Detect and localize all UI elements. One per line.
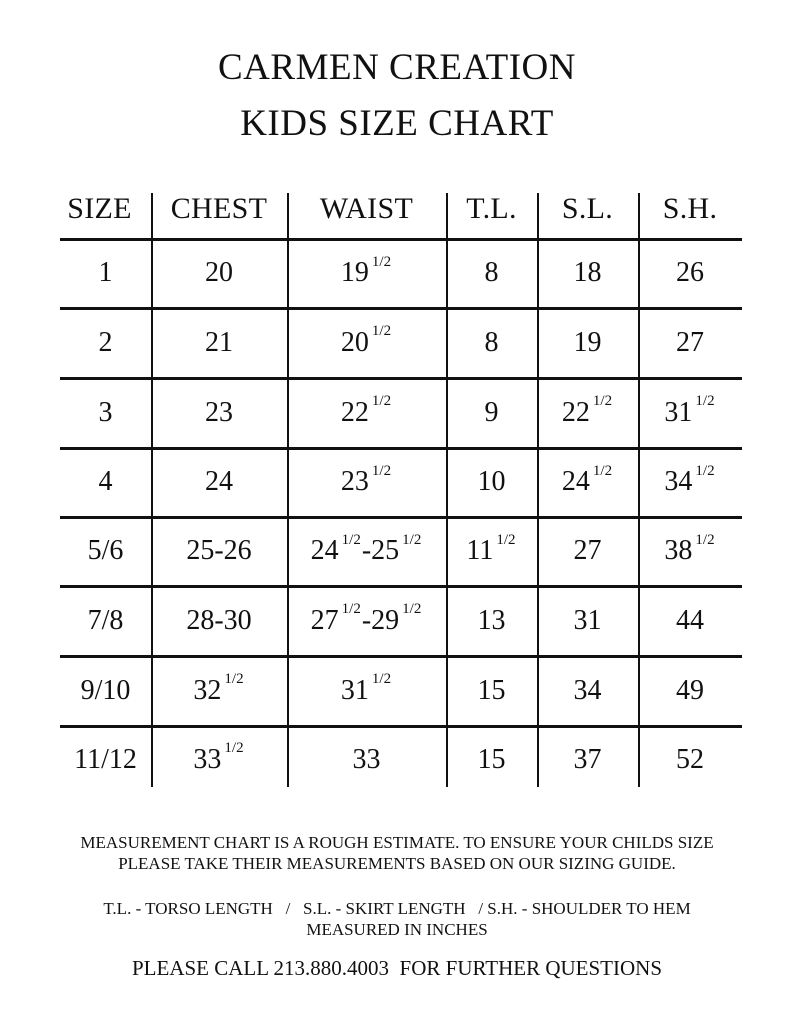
cell-value: 4 [98, 466, 113, 497]
table-cell-torso-length [446, 449, 537, 515]
table-cell-torso-length [446, 587, 537, 654]
column-header-waist: WAIST [319, 192, 414, 225]
table-cell-size [60, 379, 151, 446]
cell-value: 24 [310, 535, 339, 566]
table-cell-waist [287, 309, 446, 376]
table-cell-skirt-length [537, 379, 638, 446]
table-cell-skirt-length [537, 657, 638, 724]
disclaimer-note [0, 832, 794, 874]
cell-value: 24 [205, 466, 233, 497]
column-header-size: SIZE [67, 192, 132, 225]
page-subtitle: KIDS SIZE CHART [240, 103, 554, 144]
cell-value: 15 [477, 674, 506, 706]
table-cell-torso-length [446, 518, 537, 584]
cell-value: 7/8 [87, 604, 124, 636]
cell-value: 23 [340, 466, 369, 497]
cell-value: 8 [484, 326, 499, 358]
cell-value: 34 [573, 674, 602, 706]
cell-value: -29 [361, 604, 400, 636]
table-cell-shoulder-to-hem [638, 657, 742, 724]
cell-value: 20 [205, 257, 233, 288]
cell-value: 31 [664, 396, 693, 428]
table-cell-waist [287, 518, 446, 584]
cell-value: 2 [98, 326, 113, 358]
cell-fraction: 1/2 [224, 740, 244, 756]
cell-value: -25 [361, 535, 400, 566]
cell-value: 49 [676, 674, 704, 706]
cell-fraction: 1/2 [224, 671, 244, 687]
cell-value: 37 [573, 743, 602, 775]
cell-value: 38 [664, 535, 693, 566]
cell-value: 22 [340, 396, 369, 428]
cell-value: 23 [205, 396, 233, 428]
column-header-skirt-length: S.L. [561, 192, 614, 225]
cell-fraction: 1/2 [592, 393, 613, 409]
disclaimer-line-2: PLEASE TAKE THEIR MEASUREMENTS BASED ON OUR SIZING GUIDE. [118, 854, 676, 873]
contact-line: PLEASE CALL 213.880.4003 FOR FURTHER QUESTIONS [132, 956, 662, 980]
cell-value: 3 [98, 396, 113, 428]
table-cell-torso-length [446, 727, 537, 792]
disclaimer-line-1: MEASUREMENT CHART IS A ROUGH ESTIMATE. TO ENSURE YOUR CHILDS SIZE [80, 833, 714, 852]
table-cell-skirt-length [537, 518, 638, 584]
column-header-chest: CHEST [170, 192, 268, 225]
table-cell-torso-length [446, 657, 537, 724]
cell-fraction: 1/2 [341, 531, 361, 548]
cell-value: 33 [193, 743, 222, 775]
table-cell-waist [287, 657, 446, 724]
cell-value: 9 [484, 396, 499, 428]
table-cell-skirt-length [537, 587, 638, 654]
cell-value: 21 [205, 326, 233, 358]
cell-fraction: 1/2 [695, 393, 715, 409]
cell-value: 22 [561, 396, 590, 428]
cell-value: 44 [676, 604, 704, 636]
table-cell-shoulder-to-hem [638, 727, 742, 792]
cell-value: 11/12 [74, 743, 137, 775]
cell-value: 11 [466, 535, 494, 566]
table-cell-size [60, 657, 151, 724]
cell-value: 20 [340, 326, 369, 358]
table-cell-chest [151, 449, 287, 515]
table-cell-shoulder-to-hem [638, 587, 742, 654]
cell-fraction: 1/2 [371, 393, 392, 409]
cell-value: 28-30 [186, 604, 252, 636]
cell-fraction: 1/2 [402, 531, 422, 548]
cell-fraction: 1/2 [695, 531, 715, 548]
cell-value: 27 [676, 326, 704, 358]
table-cell-chest [151, 309, 287, 376]
table-cell-shoulder-to-hem [638, 379, 742, 446]
cell-value: 13 [477, 604, 506, 636]
cell-value: 10 [477, 466, 506, 497]
table-cell-skirt-length [537, 309, 638, 376]
legend-line-2: MEASURED IN INCHES [306, 920, 488, 939]
table-cell-size [60, 518, 151, 584]
cell-value: 52 [676, 743, 704, 775]
table-cell-shoulder-to-hem [638, 449, 742, 515]
cell-fraction: 1/2 [371, 671, 392, 687]
cell-value: 18 [573, 257, 602, 288]
cell-fraction: 1/2 [341, 601, 361, 617]
column-header-torso-length: T.L. [466, 192, 517, 225]
cell-fraction: 1/2 [592, 462, 613, 479]
table-cell-skirt-length [537, 727, 638, 792]
cell-value: 25-26 [186, 535, 252, 566]
table-cell-chest [151, 518, 287, 584]
table-cell-chest [151, 727, 287, 792]
table-cell-waist [287, 379, 446, 446]
table-cell-waist [287, 240, 446, 306]
table-cell-torso-length [446, 240, 537, 306]
cell-value: 34 [664, 466, 693, 497]
page-title: CARMEN CREATION [218, 47, 576, 88]
cell-value: 33 [352, 743, 381, 775]
table-cell-waist [287, 449, 446, 515]
legend-line-1: T.L. - TORSO LENGTH / S.L. - SKIRT LENGTH / S.H. - SHOULDER TO HEM [103, 899, 691, 918]
table-cell-chest [151, 587, 287, 654]
column-header-shoulder-to-hem: S.H. [662, 192, 718, 225]
cell-value: 27 [573, 535, 602, 566]
table-cell-size [60, 309, 151, 376]
table-cell-size [60, 240, 151, 306]
cell-value: 1 [98, 257, 113, 288]
table-cell-size [60, 727, 151, 792]
table-cell-shoulder-to-hem [638, 518, 742, 584]
table-cell-waist [287, 727, 446, 792]
table-cell-shoulder-to-hem [638, 240, 742, 306]
cell-fraction: 1/2 [402, 601, 422, 617]
cell-value: 26 [676, 257, 704, 288]
cell-fraction: 1/2 [371, 253, 392, 270]
cell-value: 32 [193, 674, 222, 706]
table-cell-skirt-length [537, 240, 638, 306]
cell-value: 31 [340, 674, 369, 706]
cell-value: 5/6 [87, 535, 124, 566]
table-cell-shoulder-to-hem [638, 309, 742, 376]
cell-value: 9/10 [80, 674, 131, 706]
table-cell-chest [151, 379, 287, 446]
abbreviation-legend [0, 898, 794, 940]
cell-value: 19 [573, 326, 602, 358]
cell-fraction: 1/2 [371, 323, 392, 339]
cell-fraction: 1/2 [371, 462, 392, 479]
table-cell-torso-length [446, 309, 537, 376]
table-cell-chest [151, 657, 287, 724]
table-cell-torso-length [446, 379, 537, 446]
cell-fraction: 1/2 [695, 462, 715, 479]
cell-value: 24 [561, 466, 590, 497]
table-cell-size [60, 449, 151, 515]
table-cell-chest [151, 240, 287, 306]
cell-value: 8 [484, 257, 499, 288]
cell-value: 15 [477, 743, 506, 775]
cell-fraction: 1/2 [496, 531, 516, 548]
cell-value: 19 [340, 257, 369, 288]
table-cell-waist [287, 587, 446, 654]
cell-value: 27 [310, 604, 339, 636]
table-cell-skirt-length [537, 449, 638, 515]
cell-value: 31 [573, 604, 602, 636]
table-cell-size [60, 587, 151, 654]
